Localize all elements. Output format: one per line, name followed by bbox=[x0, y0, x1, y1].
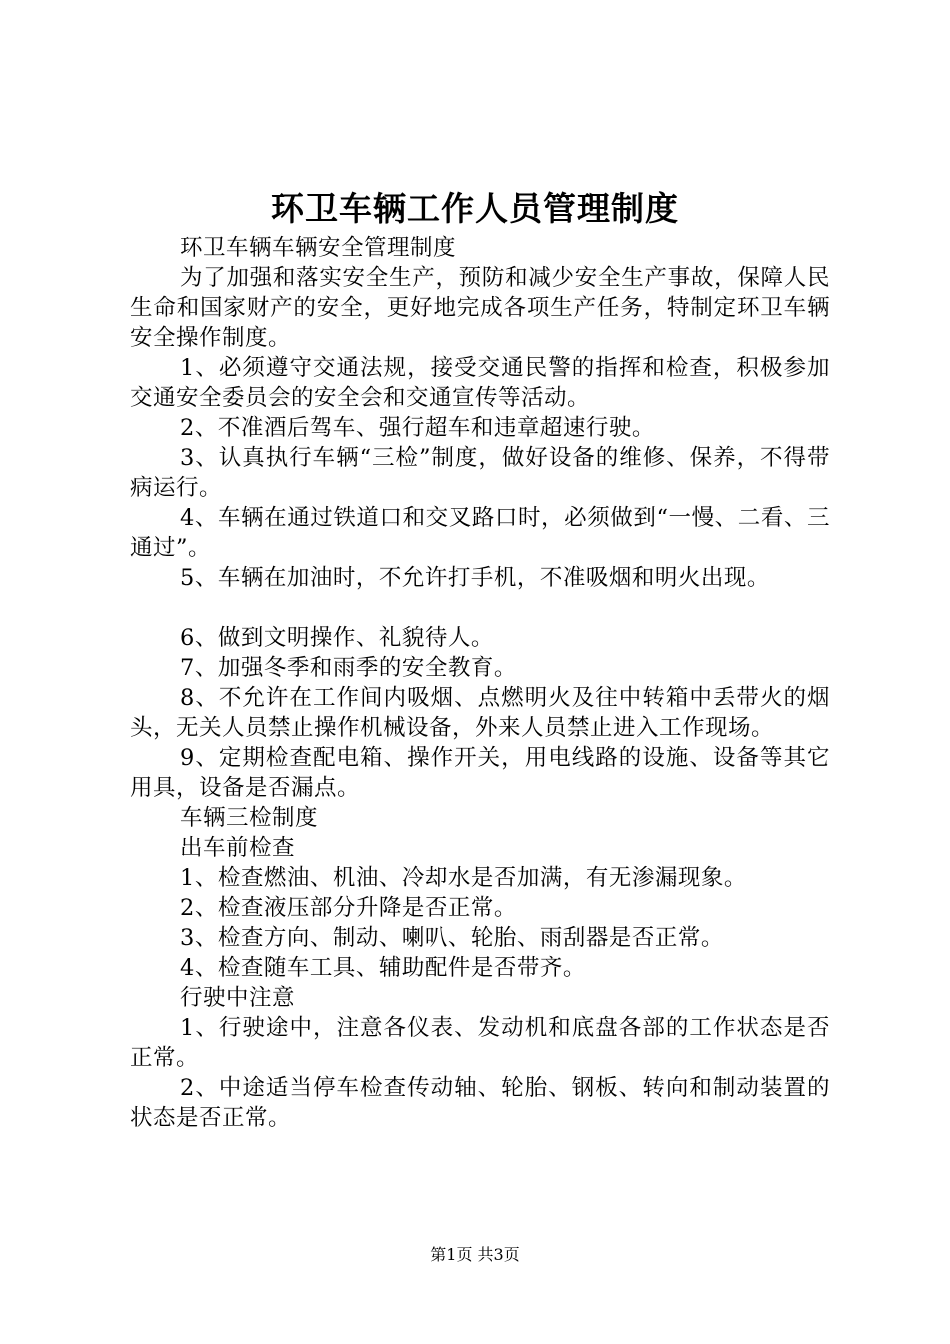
paragraph-rule-1: 1、必须遵守交通法规，接受交通民警的指挥和检查，积极参加交通安全委员会的安全会和交通宣传等活动。 bbox=[130, 355, 830, 411]
paragraph-spacer bbox=[130, 593, 830, 623]
paragraph-rule-8: 8、不允许在工作间内吸烟、点燃明火及往中转箱中丢带火的烟头，无关人员禁止操作机械设备，外来人员禁止进入工作现场。 bbox=[130, 685, 830, 741]
subheading-pre-departure: 出车前检查 bbox=[180, 835, 296, 861]
page-indicator: 第1页 共3页 bbox=[430, 1245, 520, 1264]
paragraph-rule-3: 3、认真执行车辆“三检”制度，做好设备的维修、保养，不得带病运行。 bbox=[130, 445, 830, 501]
subheading-three-checks: 车辆三检制度 bbox=[180, 805, 319, 831]
paragraph-section-heading: 环卫车辆车辆安全管理制度 bbox=[180, 235, 457, 261]
paragraph-driving-1: 1、行驶途中，注意各仪表、发动机和底盘各部的工作状态是否正常。 bbox=[130, 1015, 830, 1071]
paragraph-rule-2: 2、不准酒后驾车、强行超车和违章超速行驶。 bbox=[180, 415, 655, 441]
paragraph-check-2: 2、检查液压部分升降是否正常。 bbox=[180, 895, 517, 921]
paragraph-rule-5: 5、车辆在加油时，不允许打手机，不准吸烟和明火出现。 bbox=[180, 565, 770, 591]
subheading-while-driving: 行驶中注意 bbox=[180, 985, 296, 1011]
paragraph-rule-7: 7、加强冬季和雨季的安全教育。 bbox=[180, 655, 517, 681]
document-title: 环卫车辆工作人员管理制度 bbox=[271, 189, 679, 228]
paragraph-rule-9: 9、定期检查配电箱、操作开关，用电线路的设施、设备等其它用具，设备是否漏点。 bbox=[130, 745, 830, 801]
paragraph-rule-4: 4、车辆在通过铁道口和交叉路口时，必须做到“一慢、二看、三通过”。 bbox=[130, 505, 830, 561]
document-body bbox=[130, 233, 830, 1133]
paragraph-check-3: 3、检查方向、制动、喇叭、轮胎、雨刮器是否正常。 bbox=[180, 925, 724, 951]
paragraph-rule-6: 6、做到文明操作、礼貌待人。 bbox=[180, 625, 494, 651]
paragraph-check-4: 4、检查随车工具、辅助配件是否带齐。 bbox=[180, 955, 586, 981]
paragraph-intro: 为了加强和落实安全生产，预防和减少安全生产事故，保障人民生命和国家财产的安全，更好地完成各项生产任务，特制定环卫车辆安全操作制度。 bbox=[130, 265, 830, 351]
paragraph-driving-2: 2、中途适当停车检查传动轴、轮胎、钢板、转向和制动装置的状态是否正常。 bbox=[130, 1075, 830, 1131]
paragraph-check-1: 1、检查燃油、机油、冷却水是否加满，有无渗漏现象。 bbox=[180, 865, 747, 891]
